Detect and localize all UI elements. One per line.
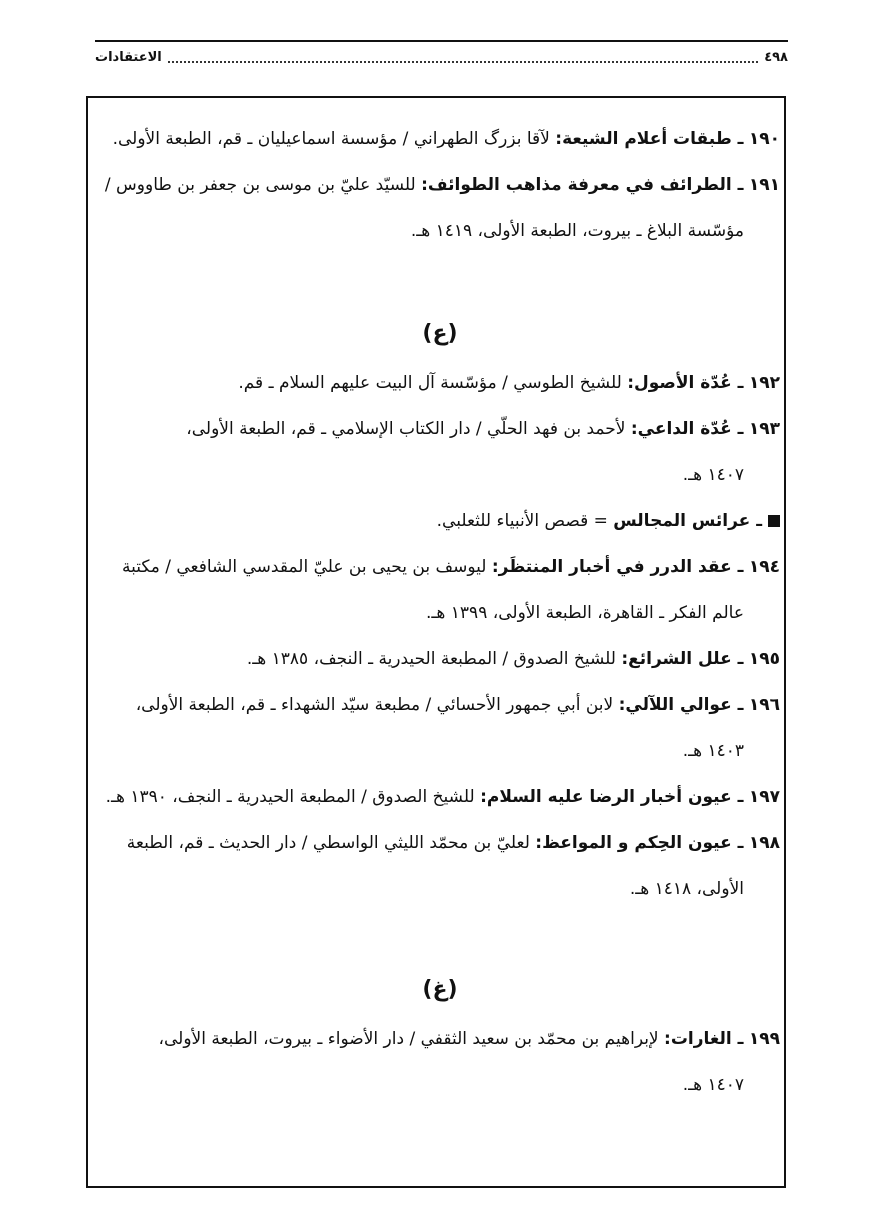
entry-details: لآقا بزرگ الطهراني / مؤسسة اسماعيليان ـ قم، الطبعة الأولى. xyxy=(112,129,550,149)
entry-title: عيون أخبار الرضا عليه السلام: xyxy=(480,787,732,807)
entry-title: ـ عرائس المجالس xyxy=(613,511,762,531)
entry-continuation: عالم الفكر ـ القاهرة، الطبعة الأولى، ١٣٩٩ هـ. xyxy=(426,603,744,623)
header-dot-leader xyxy=(168,51,758,63)
entry-details: = قصص الأنبياء للثعلبي. xyxy=(436,511,608,531)
bibliography-content xyxy=(100,116,780,1108)
square-bullet-icon xyxy=(768,515,780,527)
page-number: ٤٩٨ xyxy=(764,49,788,65)
cross-reference-entry xyxy=(100,498,780,544)
entry-continuation: ١٤٠٧ هـ. xyxy=(682,465,744,485)
entry-title: طبقات أعلام الشيعة: xyxy=(555,129,732,149)
bib-entry-199: ١٩٩ ـ الغارات: لإبراهيم بن محمّد بن سعيد الثقفي / دار الأضواء ـ بيروت، الطبعة الأولى، ١٤٠٧ هـ. xyxy=(100,1016,780,1108)
entry-title: عُدّة الأصول: xyxy=(627,373,732,393)
entry-number: ١٩٣ xyxy=(748,419,780,439)
bib-entry-190: ١٩٠ ـ طبقات أعلام الشيعة: لآقا بزرگ الطهراني / مؤسسة اسماعيليان ـ قم، الطبعة الأولى. xyxy=(112,129,780,149)
entry-number: ١٩٤ xyxy=(748,557,780,577)
section-heading-ain: (ع) xyxy=(422,321,458,346)
entry-continuation: الأولى، ١٤١٨ هـ. xyxy=(629,879,744,899)
entry-continuation: ١٤٠٧ هـ. xyxy=(682,1075,744,1095)
bib-entry-196: ١٩٦ ـ عوالي اللآلي: لابن أبي جمهور الأحسائي / مطبعة سيّد الشهداء ـ قم، الطبعة الأولى، ١٤٠٣ هـ. xyxy=(100,682,780,774)
entry-details: للسيّد عليّ بن موسى بن جعفر بن طاووس / xyxy=(104,175,416,195)
entry-details: لإبراهيم بن محمّد بن سعيد الثقفي / دار الأضواء ـ بيروت، الطبعة الأولى، xyxy=(158,1029,659,1049)
entry-number: ١٩١ xyxy=(748,175,780,195)
bib-entry-193: ١٩٣ ـ عُدّة الداعي: لأحمد بن فهد الحلّي / دار الكتاب الإسلامي ـ قم، الطبعة الأولى، ١٤٠٧ هـ. xyxy=(100,406,780,498)
bib-entry-197: ١٩٧ ـ عيون أخبار الرضا عليه السلام: للشيخ الصدوق / المطبعة الحيدرية ـ النجف، ١٣٩٠ هـ. xyxy=(105,787,780,807)
bib-entry-195: ١٩٥ ـ علل الشرائع: للشيخ الصدوق / المطبعة الحيدرية ـ النجف، ١٣٨٥ هـ. xyxy=(246,649,780,669)
entry-details: ليوسف بن يحيى بن عليّ المقدسي الشافعي / مكتبة xyxy=(121,557,487,577)
bib-entry-198: ١٩٨ ـ عيون الحِكم و المواعظ: لعليّ بن محمّد الليثي الواسطي / دار الحديث ـ قم، الطبعة الأولى، ١٤١٨ هـ. xyxy=(100,820,780,912)
entry-details: لابن أبي جمهور الأحسائي / مطبعة سيّد الشهداء ـ قم، الطبعة الأولى، xyxy=(135,695,614,715)
entry-continuation: ١٤٠٣ هـ. xyxy=(682,741,744,761)
entry-title: عوالي اللآلي: xyxy=(618,695,732,715)
entry-number: ١٩٢ xyxy=(748,373,780,393)
entry-title: الطرائف في معرفة مذاهب الطوائف: xyxy=(421,175,732,195)
entry-number: ١٩٧ xyxy=(748,787,780,807)
bib-entry-192: ١٩٢ ـ عُدّة الأصول: للشيخ الطوسي / مؤسّسة آل البيت عليهم السلام ـ قم. xyxy=(238,373,780,393)
entry-title: عقد الدرر في أخبار المنتظَر: xyxy=(491,557,732,577)
entry-continuation: مؤسّسة البلاغ ـ بيروت، الطبعة الأولى، ١٤١٩ هـ. xyxy=(410,221,744,241)
entry-title: علل الشرائع: xyxy=(621,649,732,669)
entry-number: ١٩٨ xyxy=(748,833,780,853)
entry-number: ١٩٠ xyxy=(748,129,780,149)
entry-number: ١٩٩ xyxy=(748,1029,780,1049)
entry-details: للشيخ الطوسي / مؤسّسة آل البيت عليهم السلام ـ قم. xyxy=(238,373,622,393)
entry-number: ١٩٥ xyxy=(748,649,780,669)
entry-details: للشيخ الصدوق / المطبعة الحيدرية ـ النجف، ١٣٨٥ هـ. xyxy=(246,649,616,669)
entry-title: عُدّة الداعي: xyxy=(630,419,732,439)
entry-number: ١٩٦ xyxy=(748,695,780,715)
section-heading-ghain: (غ) xyxy=(422,977,458,1002)
entry-title: عيون الحِكم و المواعظ: xyxy=(535,833,732,853)
entry-title: الغارات: xyxy=(664,1029,732,1049)
entry-details: لعليّ بن محمّد الليثي الواسطي / دار الحديث ـ قم، الطبعة xyxy=(126,833,530,853)
running-title: الاعتقادات xyxy=(95,49,162,65)
bib-entry-194: ١٩٤ ـ عقد الدرر في أخبار المنتظَر: ليوسف بن يحيى بن عليّ المقدسي الشافعي / مكتبة عالم الفكر ـ القاهرة، الطبعة الأولى، ١٣٩٩ هـ. xyxy=(100,544,780,636)
entry-details: لأحمد بن فهد الحلّي / دار الكتاب الإسلامي ـ قم، الطبعة الأولى، xyxy=(186,419,626,439)
entry-details: للشيخ الصدوق / المطبعة الحيدرية ـ النجف، ١٣٩٠ هـ. xyxy=(105,787,475,807)
bib-entry-191: ١٩١ ـ الطرائف في معرفة مذاهب الطوائف: للسيّد عليّ بن موسى بن جعفر بن طاووس / مؤسّسة البلاغ ـ بيروت، الطبعة الأولى، ١٤١٩ هـ. xyxy=(100,162,780,254)
running-header xyxy=(95,40,788,72)
